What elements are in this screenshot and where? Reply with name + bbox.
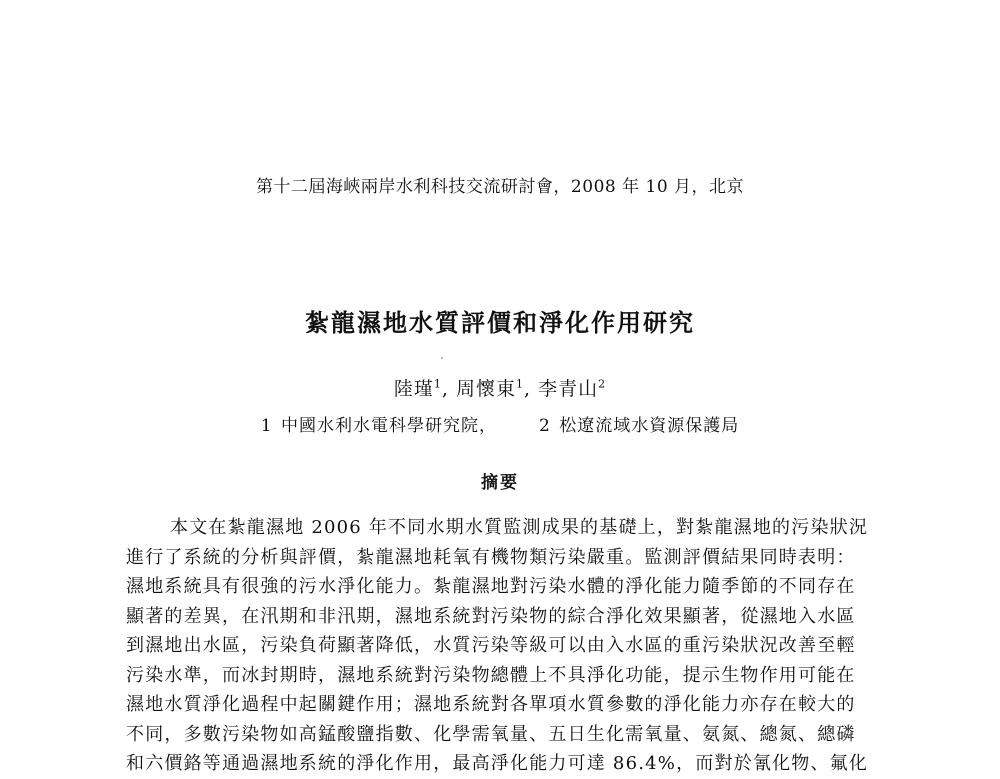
author-list bbox=[0, 374, 1000, 401]
abstract-line: 污染水準，而冰封期時，濕地系統對污染物總體上不具淨化功能，提示生物作用可能在 bbox=[126, 664, 856, 686]
abstract-line: 進行了系統的分析與評價，紮龍濕地耗氧有機物類污染嚴重。監測評價結果同時表明： bbox=[126, 546, 856, 568]
author-separator: , bbox=[441, 378, 456, 400]
abstract-line: 濕地水質淨化過程中起關鍵作用；濕地系統對各單項水質參數的淨化能力亦存在較大的 bbox=[126, 694, 856, 715]
abstract-line: 到濕地出水區，污染負荷顯著降低，水質污染等級可以由入水區的重污染狀況改善至輕 bbox=[126, 635, 856, 656]
affiliation-mark: 1 bbox=[516, 377, 524, 391]
affiliation-mark: 2 bbox=[598, 377, 607, 391]
abstract-line: 本文在紮龍濕地 2006 年不同水期水質監測成果的基礎上，對紮龍濕地的污染狀況 bbox=[170, 517, 869, 538]
affiliation-mark: 1 bbox=[433, 377, 442, 391]
affiliation-item: 2 松遼流域水資源保護局 bbox=[539, 416, 740, 436]
abstract-line: 不同，多數污染物如高錳酸鹽指數、化學需氧量、五日生化需氧量、氨氮、總氮、總磷 bbox=[126, 723, 856, 745]
author-name: 周懷東 bbox=[455, 378, 516, 400]
affiliation-item: 1 中國水利水電科學研究院， bbox=[260, 416, 497, 436]
affiliation-list bbox=[0, 411, 1000, 436]
conference-header: 第十二屆海峽兩岸水利科技交流研討會，2008 年 10 月，北京 bbox=[255, 177, 745, 197]
abstract-body bbox=[126, 513, 878, 779]
abstract-line: 顯著的差異，在汛期和非汛期，濕地系統對污染物的綜合淨化效果顯著，從濕地入水區 bbox=[126, 605, 856, 627]
abstract-line: 濕地系統具有很強的污水淨化能力。紮龍濕地對污染水體的淨化能力隨季節的不同存在 bbox=[126, 576, 856, 597]
scan-speck bbox=[441, 357, 443, 359]
paper-title: 紮龍濕地水質評價和淨化作用研究 bbox=[305, 308, 695, 337]
author-name: 李青山 bbox=[538, 378, 599, 400]
author-name: 陸瑾 bbox=[393, 378, 434, 400]
abstract-heading: 摘要 bbox=[481, 473, 519, 493]
author-separator: , bbox=[524, 378, 539, 400]
abstract-line: 和六價鉻等通過濕地系統的淨化作用，最高淨化能力可達 86.4%，而對於氰化物、氟化 bbox=[126, 753, 869, 774]
